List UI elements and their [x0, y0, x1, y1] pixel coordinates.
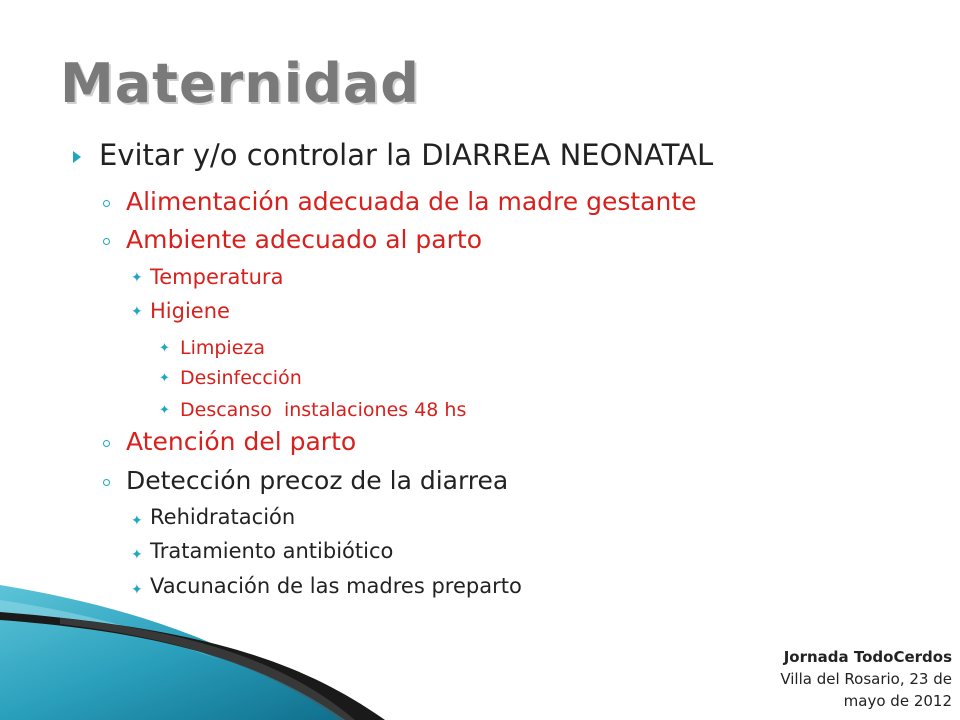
footer-date: mayo de 2012 [843, 692, 952, 710]
star-bullet-icon: ✦ [159, 341, 170, 356]
star-bullet-icon: ✦ [131, 547, 143, 563]
main-bullet: Evitar y/o controlar la DIARREA NEONATAL [99, 138, 714, 172]
sub-bullet-atencion: Atención del parto [126, 427, 357, 456]
sub-bullet-ambiente: Ambiente adecuado al parto [126, 225, 482, 254]
footer-event-name: Jornada TodoCerdos [783, 648, 952, 666]
sub-item-rehidratacion: Rehidratación [150, 505, 296, 529]
circle-bullet-icon [103, 200, 110, 207]
circle-bullet-icon [103, 238, 110, 245]
star-bullet-icon: ✦ [131, 270, 143, 286]
sub-item-tratamiento: Tratamiento antibiótico [150, 539, 394, 563]
star-bullet-icon: ✦ [159, 371, 170, 386]
sub-item-higiene: Higiene [150, 299, 230, 323]
sub-item-temperatura: Temperatura [150, 265, 284, 289]
star-bullet-icon: ✦ [159, 403, 170, 418]
footer [780, 646, 952, 712]
circle-bullet-icon [103, 440, 110, 447]
star-bullet-icon: ✦ [131, 513, 143, 529]
sub-bullet-deteccion: Detección precoz de la diarrea [126, 466, 509, 495]
circle-bullet-icon [103, 479, 110, 486]
sub-bullet-alimentacion: Alimentación adecuada de la madre gestante [126, 187, 697, 216]
sub-item-desinfeccion: Desinfección [180, 367, 302, 389]
footer-location-date: Villa del Rosario, 23 de [780, 670, 952, 688]
star-bullet-icon: ✦ [131, 304, 143, 320]
star-bullet-icon: ✦ [131, 582, 143, 598]
sub-item-descanso: Descanso instalaciones 48 hs [180, 399, 467, 421]
sub-item-vacunacion: Vacunación de las madres preparto [150, 574, 522, 598]
sub-item-limpieza: Limpieza [180, 337, 266, 359]
arrow-bullet-icon [73, 151, 81, 163]
slide-title: Maternidad [60, 52, 420, 115]
